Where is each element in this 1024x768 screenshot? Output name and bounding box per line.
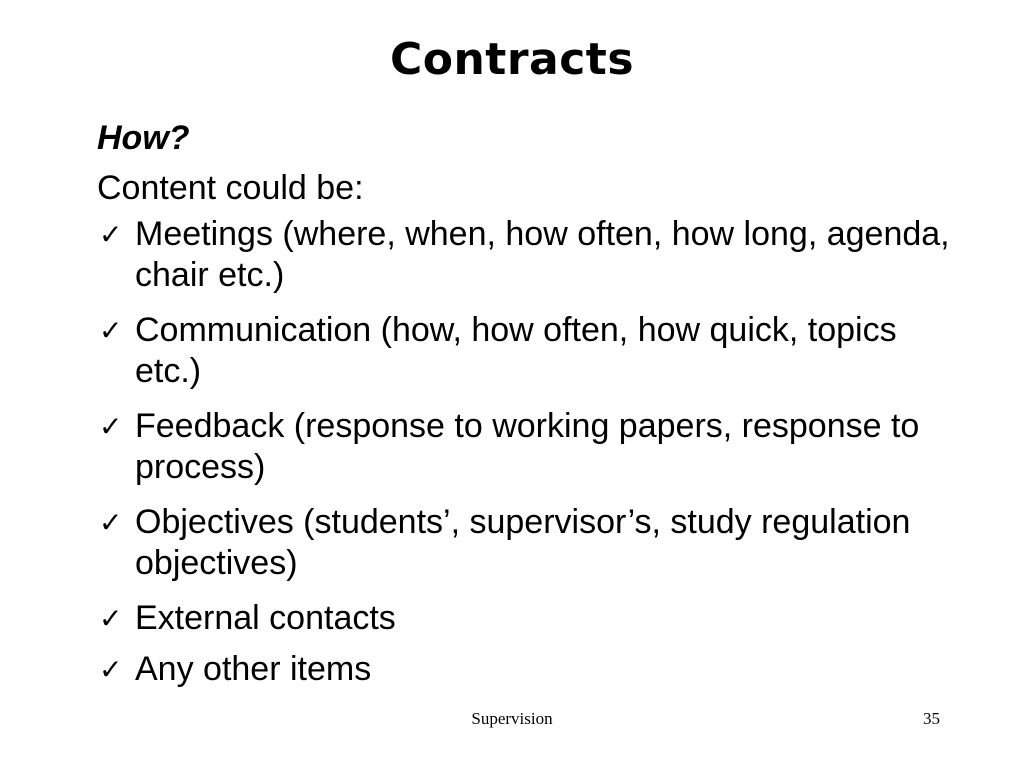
slide-body bbox=[97, 114, 957, 700]
bullet-text: Meetings (where, when, how often, how long, agenda, chair etc.) bbox=[135, 215, 950, 294]
bullet-item-objectives bbox=[97, 502, 957, 584]
bullet-text: Communication (how, how often, how quick, topics etc.) bbox=[135, 311, 897, 390]
bullet-item-communication bbox=[97, 310, 957, 392]
intro-text: Content could be: bbox=[97, 169, 364, 207]
bullet-text: Feedback (response to working papers, response to process) bbox=[135, 407, 920, 486]
bullet-text: External contacts bbox=[135, 599, 396, 637]
bullet-text: Objectives (students’, supervisor’s, study regulation objectives) bbox=[135, 503, 911, 582]
bullet-item-other bbox=[97, 649, 957, 690]
bullet-text: Any other items bbox=[135, 650, 372, 688]
slide-title: Contracts bbox=[389, 34, 635, 85]
subheading: How? bbox=[97, 119, 190, 157]
footer-title: Supervision bbox=[471, 709, 553, 728]
bullet-item-external-contacts bbox=[97, 598, 957, 639]
bullet-item-feedback bbox=[97, 406, 957, 488]
bullet-item-meetings bbox=[97, 214, 957, 296]
checkmark-icon: ✓ bbox=[99, 218, 123, 251]
checkmark-icon: ✓ bbox=[99, 506, 123, 539]
page-number: 35 bbox=[923, 709, 940, 728]
checkmark-icon: ✓ bbox=[99, 653, 123, 686]
checkmark-icon: ✓ bbox=[99, 314, 123, 347]
checkmark-icon: ✓ bbox=[99, 410, 123, 443]
checkmark-icon: ✓ bbox=[99, 602, 123, 635]
